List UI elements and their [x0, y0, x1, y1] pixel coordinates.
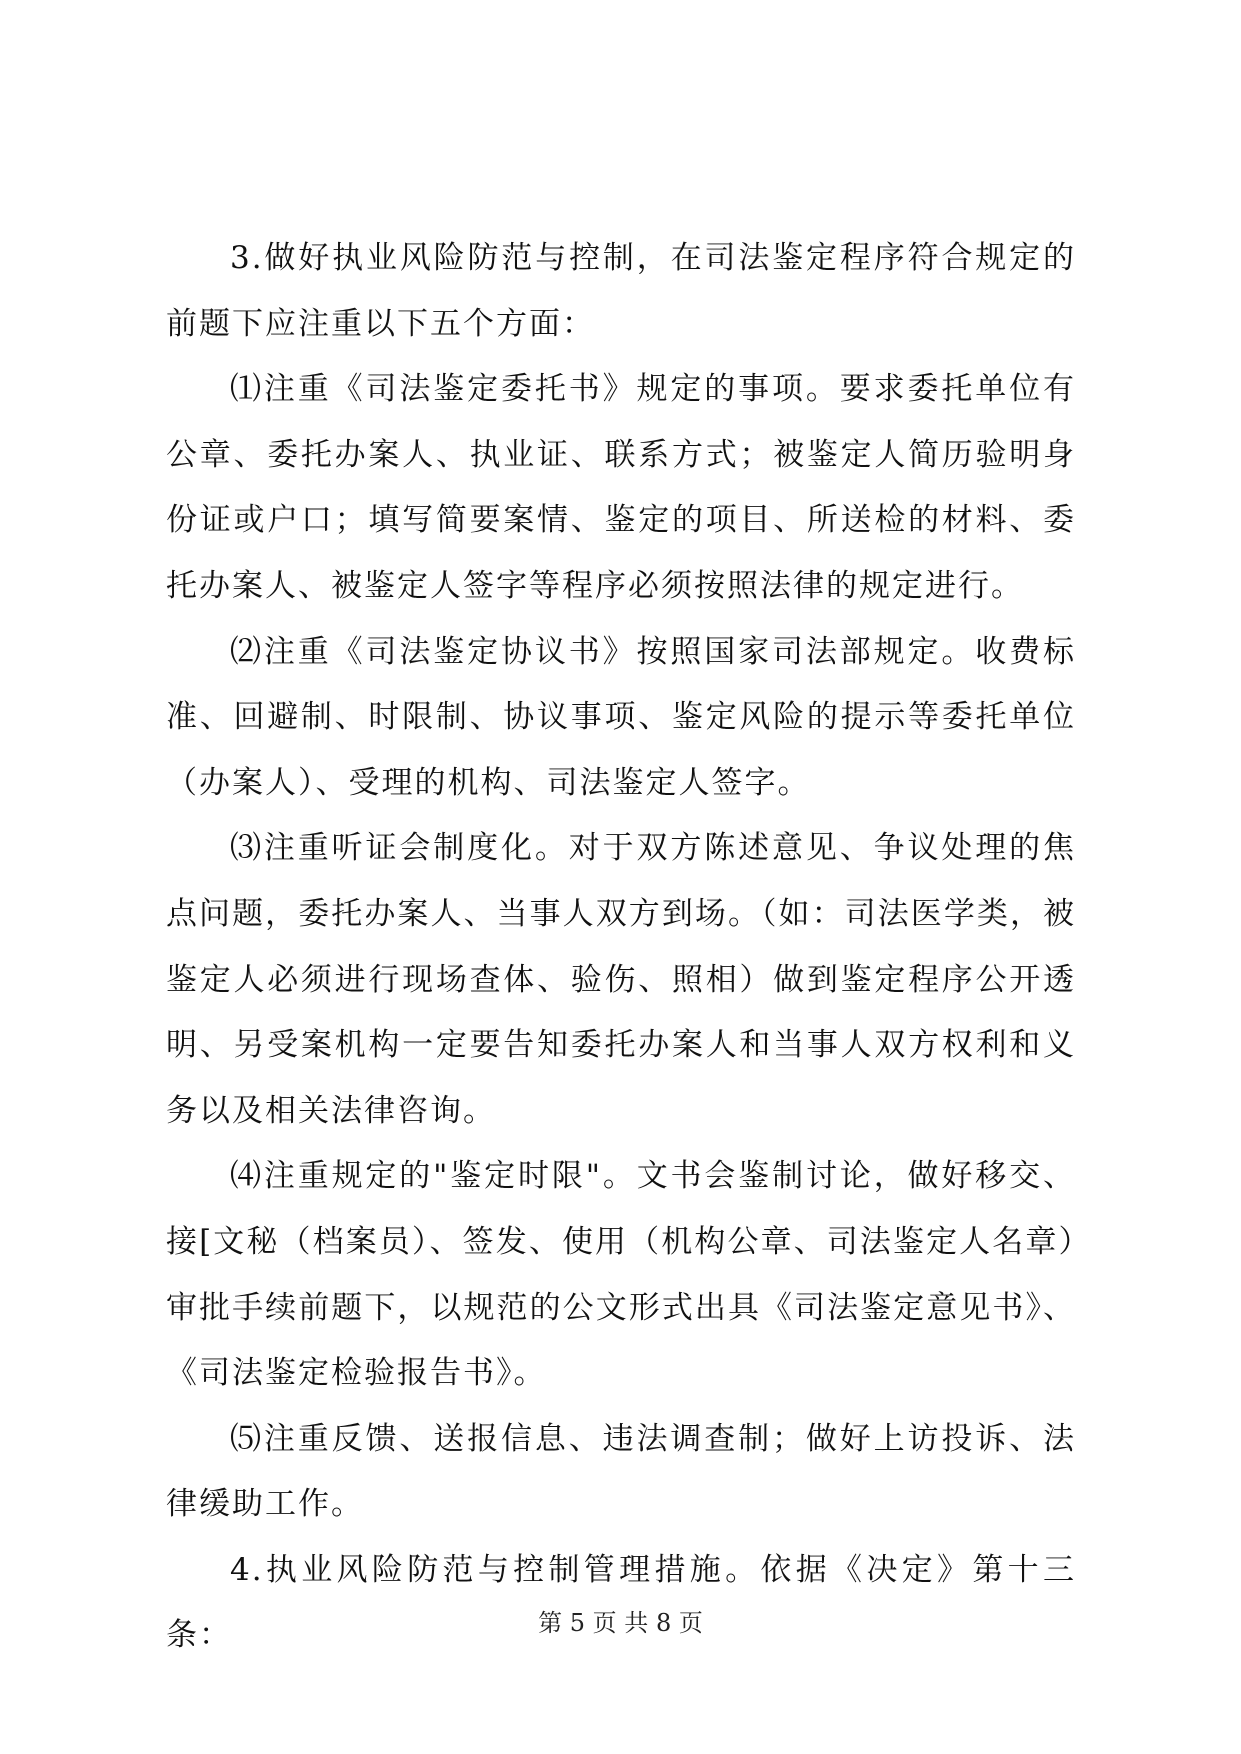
paragraph-item-3: 3.做好执业风险防范与控制，在司法鉴定程序符合规定的前题下应注重以下五个方面：	[166, 240, 1076, 342]
document-body	[166, 226, 1076, 1669]
paragraph-subitem-5: ⑸注重反馈、送报信息、违法调查制；做好上访投诉、法律缓助工作。	[166, 1420, 1076, 1523]
paragraph-subitem-1: ⑴注重《司法鉴定委托书》规定的事项。要求委托单位有公章、委托办案人、执业证、联系方式；被鉴定人简历验明身份证或户口；填写简要案情、鉴定的项目、所送检的材料、委托办案人、被鉴定人签字等程序必须按照法律的规定进行。	[166, 371, 1076, 604]
page-number-footer: 第 5 页 共 8 页	[538, 1609, 703, 1637]
paragraph-subitem-4: ⑷注重规定的"鉴定时限"。文书会鉴制讨论，做好移交、接[文秘（档案员）、签发、使用（机构公章、司法鉴定人名章）审批手续前题下，以规范的公文形式出具《司法鉴定意见书》、《司法鉴定检验报告书》。	[166, 1158, 1076, 1392]
paragraph-subitem-3: ⑶注重听证会制度化。对于双方陈述意见、争议处理的焦点问题，委托办案人、当事人双方到场。（如：司法医学类，被鉴定人必须进行现场查体、验伤、照相）做到鉴定程序公开透明、另受案机构一定要告知委托办案人和当事人双方权利和义务以及相关法律咨询。	[166, 830, 1076, 1129]
paragraph-item-4: 4.执业风险防范与控制管理措施。依据《决定》第十三条：	[166, 1551, 1076, 1654]
paragraph-subitem-2: ⑵注重《司法鉴定协议书》按照国家司法部规定。收费标准、回避制、时限制、协议事项、鉴定风险的提示等委托单位（办案人）、受理的机构、司法鉴定人签字。	[166, 633, 1076, 801]
